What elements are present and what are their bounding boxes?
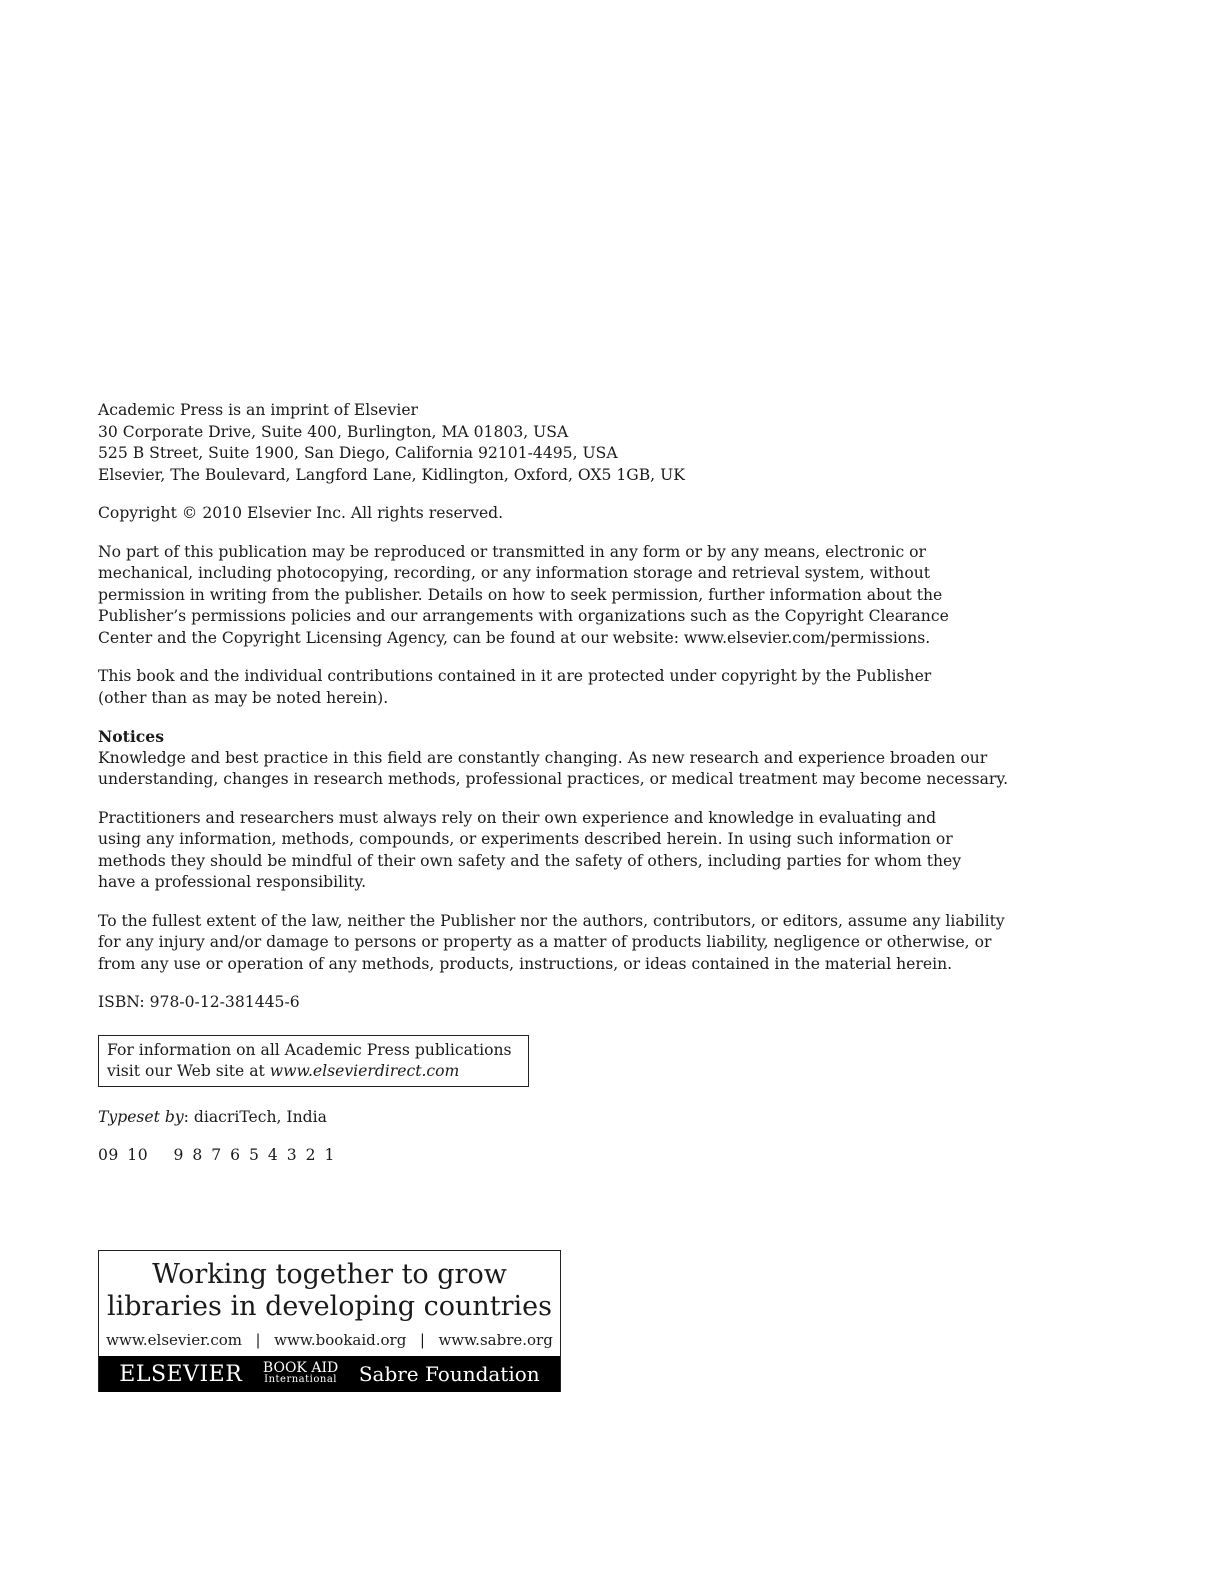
paragraph-line: (other than as may be noted herein). (98, 688, 389, 707)
banner-line-1: Working together to grow (152, 1259, 507, 1290)
address-line: Elsevier, The Boulevard, Langford Lane, Kidlington, Oxford, OX5 1GB, UK (98, 465, 685, 484)
paragraph-line: No part of this publication may be reproduced or transmitted in any form or by any means, electronic or (98, 542, 926, 561)
protection-paragraph (98, 666, 998, 709)
banner-links: www.elsevier.com | www.bookaid.org | www.sabre.org (106, 1331, 553, 1349)
sabre-foundation-logo: Sabre Foundation (358, 1362, 540, 1386)
info-box-line: For information on all Academic Press publications (107, 1040, 512, 1059)
notices-paragraph-3 (98, 911, 1005, 976)
paragraph-line: understanding, changes in research methods, professional practices, or medical treatment may become necessary. (98, 770, 1009, 788)
notices-heading: Notices (98, 727, 164, 746)
print-line-text: 09 10 9 8 7 6 5 4 3 2 1 (98, 1146, 335, 1164)
paragraph-line: To the fullest extent of the law, neither the Publisher nor the authors, contributors, or editors, assume any liability (98, 911, 1005, 930)
banner-logos (99, 1356, 560, 1392)
typeset-line (98, 1107, 998, 1129)
book-aid-banner (98, 1250, 561, 1392)
bookaid-logo (263, 1362, 338, 1386)
elsevier-logo: ELSEVIER (119, 1361, 243, 1387)
banner-line-2: libraries in developing countries (106, 1291, 553, 1322)
address-line: 525 B Street, Suite 1900, San Diego, California 92101-4495, USA (98, 444, 618, 462)
typeset-credit (98, 1107, 998, 1129)
notices-section (98, 726, 1009, 791)
banner-slogan (99, 1251, 560, 1356)
bookaid-logo-bottom: International (264, 1374, 337, 1385)
copyright-notice (98, 503, 998, 525)
info-box-prefix: visit our Web site at (107, 1062, 270, 1080)
isbn-text: ISBN: 978-0-12-381445-6 (98, 993, 300, 1011)
printing-line (98, 1145, 998, 1167)
typeset-value: : diacriTech, India (183, 1107, 327, 1126)
publisher-address (98, 400, 998, 486)
paragraph-line: This book and the individual contributions contained in it are protected under copyright by the Publisher (98, 667, 932, 685)
copyright-page (98, 400, 1009, 1184)
info-box-line (107, 1061, 512, 1083)
paragraph-line: methods they should be mindful of their own safety and the safety of others, including parties for whom they (98, 851, 962, 870)
paragraph-line: have a professional responsibility. (98, 873, 367, 891)
permissions-paragraph (98, 542, 998, 650)
address-line: 30 Corporate Drive, Suite 400, Burlington, MA 01803, USA (98, 422, 569, 441)
bookaid-logo-top: BOOK AID (262, 1360, 339, 1376)
notices-paragraph-2 (98, 808, 998, 894)
paragraph-line: from any use or operation of any methods, products, instructions, or ideas contained in the material herein. (98, 954, 953, 973)
paragraph-line: Practitioners and researchers must always rely on their own experience and knowledge in evaluating and (98, 808, 937, 827)
paragraph-line: Knowledge and best practice in this field are constantly changing. As new research and experience broaden our (98, 748, 988, 767)
address-line: Academic Press is an imprint of Elsevier (98, 401, 419, 419)
isbn (98, 992, 998, 1014)
copyright-text: Copyright © 2010 Elsevier Inc. All rights reserved. (98, 504, 504, 522)
paragraph-line: for any injury and/or damage to persons or property as a matter of products liability, negligence or otherwise, or (98, 933, 992, 951)
paragraph-line: using any information, methods, compounds, or experiments described herein. In using such information or (98, 830, 953, 848)
paragraph-line: Publisher’s permissions policies and our arrangements with organizations such as the Copyright Clearance (98, 607, 949, 625)
website-link[interactable]: www.elsevierdirect.com (269, 1062, 460, 1080)
publications-info-box (98, 1035, 529, 1087)
paragraph-line: permission in writing from the publisher. Details on how to seek permission, further information about the (98, 585, 943, 604)
typeset-label: Typeset by (98, 1107, 184, 1126)
paragraph-line: mechanical, including photocopying, recording, or any information storage and retrieval system, without (98, 564, 931, 582)
paragraph-line: Center and the Copyright Licensing Agency, can be found at our website: www.elsevier.com/permissions. (98, 628, 931, 647)
